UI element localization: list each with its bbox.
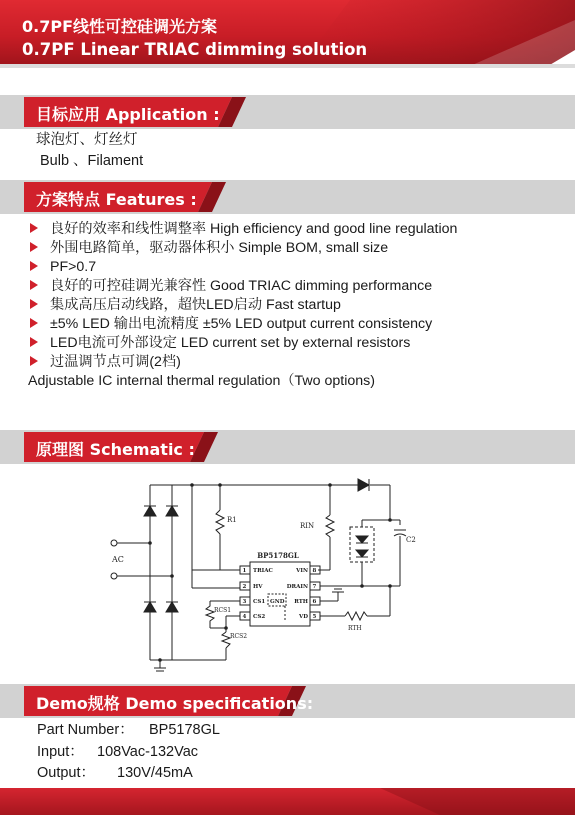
rcs1-label: RCS1 [214, 607, 232, 614]
feature-text: PF>0.7 [50, 259, 97, 275]
demo-row [37, 742, 220, 764]
page-footer-bar [0, 788, 575, 815]
section-bar-features [0, 180, 575, 214]
arrow-bullet-icon [30, 242, 38, 252]
list-item [30, 239, 560, 258]
rin-label: RIN [300, 522, 315, 530]
pin-name: CS1 [253, 599, 266, 605]
list-item [30, 277, 560, 296]
footer-background [0, 788, 575, 815]
application-text [36, 130, 143, 172]
application-line-en: Bulb 、Filament [40, 153, 144, 169]
section-bar-schematic [0, 430, 575, 464]
circuit-schematic [100, 470, 520, 675]
list-item [30, 258, 560, 277]
r1-label: R1 [227, 516, 237, 524]
list-item [30, 315, 560, 334]
arrow-bullet-icon [30, 223, 38, 233]
rth-label: RTH [348, 625, 362, 632]
title-chinese: 0.7PF线性可控硅调光方案 [22, 17, 218, 36]
application-line-cn: 球泡灯、灯丝灯 [36, 132, 138, 148]
pin-name: DRAIN [286, 584, 308, 590]
arrow-bullet-icon [30, 356, 38, 366]
demo-key: Output： [37, 765, 96, 781]
feature-text: 过温调节点可调(2档) [50, 354, 181, 370]
section-bar-application [0, 95, 575, 129]
pin-number: 8 [312, 568, 317, 574]
arrow-bullet-icon [30, 337, 38, 347]
c2-label: C2 [406, 536, 416, 544]
feature-text: 外围电路简单，驱动器体积小 Simple BOM, small size [50, 240, 389, 256]
pin-name: VIN [296, 568, 308, 574]
gnd-pin-label: GND [270, 599, 285, 605]
features-heading: 方案特点 Features : [36, 190, 197, 209]
pin-name: CS2 [253, 614, 266, 620]
pin-name: VD [298, 614, 308, 620]
pin-number: 3 [242, 599, 247, 605]
schematic-heading: 原理图 Schematic : [36, 440, 195, 459]
feature-text: LED电流可外部设定 LED current set by external resistors [50, 335, 411, 351]
list-item [30, 220, 560, 239]
pin-name: RTH [294, 599, 308, 605]
feature-text: 良好的效率和线性调整率 High efficiency and good line regulation [50, 221, 458, 237]
schematic-drawing [100, 470, 520, 675]
demo-value: BP5178GL [149, 722, 220, 738]
rcs2-label: RCS2 [230, 633, 248, 640]
arrow-bullet-icon [30, 280, 38, 290]
pin-number: 7 [312, 584, 317, 590]
feature-text: 集成高压启动线路，超快LED启动 Fast startup [50, 297, 341, 313]
pin-name: TRIAC [253, 568, 273, 574]
pin-number: 4 [242, 614, 247, 620]
chip-name-label: BP5178GL [257, 551, 299, 560]
list-item [30, 296, 560, 315]
features-list [30, 220, 560, 391]
pin-name: HV [253, 584, 263, 590]
feature-text: 良好的可控硅调光兼容性 Good TRIAC dimming performance [50, 278, 433, 294]
pin-number: 2 [242, 584, 247, 590]
page-header-banner [0, 0, 575, 68]
demo-row [37, 763, 220, 785]
pin-number: 5 [312, 614, 317, 620]
pin-number: 1 [242, 568, 247, 574]
demo-key: Input： [37, 743, 84, 760]
demo-specs [37, 720, 220, 785]
list-item [30, 353, 560, 372]
list-item [30, 334, 560, 353]
demo-value: 130V/45mA [117, 765, 193, 781]
ac-label: AC [112, 555, 124, 564]
arrow-bullet-icon [30, 299, 38, 309]
pin-number: 6 [312, 599, 317, 605]
demo-row [37, 720, 220, 742]
demo-heading: Demo规格 Demo specifications: [36, 694, 314, 713]
arrow-bullet-icon [30, 318, 38, 328]
feature-text: ±5% LED 输出电流精度 ±5% LED output current consistency [50, 316, 433, 332]
application-heading: 目标应用 Application : [36, 105, 220, 124]
arrow-bullet-icon [30, 261, 38, 271]
demo-key: Part Number： [37, 722, 134, 738]
features-trailing-line: Adjustable IC internal thermal regulation（Two options) [28, 373, 375, 389]
demo-value: 108Vac-132Vac [97, 743, 199, 760]
title-english: 0.7PF Linear TRIAC dimming solution [22, 40, 368, 59]
section-bar-demo [0, 684, 575, 718]
